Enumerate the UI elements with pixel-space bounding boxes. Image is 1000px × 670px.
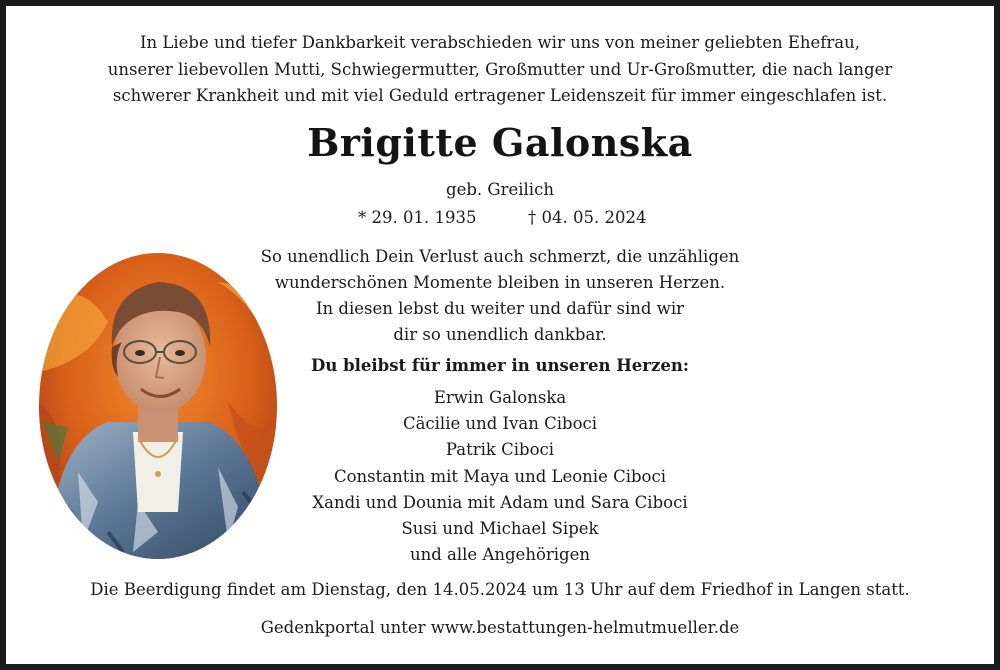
mourner: Patrik Ciboci	[445, 440, 555, 460]
poem-line: In diesen lebst du weiter und dafür sind wir	[316, 299, 684, 318]
poem-line: dir so unendlich dankbar.	[393, 325, 607, 344]
funeral-info: Die Beerdigung findet am Dienstag, den 14.05.2024 um 13 Uhr auf dem Friedhof in Langen statt.	[90, 580, 910, 599]
memorial-portal-text: Gedenkportal unter www.bestattungen-helmutmueller.de	[260, 618, 740, 637]
poem	[230, 244, 770, 348]
intro-text	[40, 30, 960, 110]
intro-line: In Liebe und tiefer Dankbarkeit verabschieden wir uns von meiner geliebten Ehefrau,	[140, 33, 860, 52]
mourner: Susi und Michael Sipek	[401, 519, 599, 539]
intro-line: unserer liebevollen Mutti, Schwiegermutter, Großmutter und Ur-Großmutter, die nach langer	[107, 59, 893, 79]
death-date: † 04. 05. 2024	[528, 208, 647, 227]
maiden-name: geb. Greilich	[446, 180, 554, 199]
poem-line: wunderschönen Momente bleiben in unseren Herzen.	[274, 273, 726, 292]
birth-date: * 29. 01. 1935	[358, 208, 477, 227]
poem-line: So unendlich Dein Verlust auch schmerzt, die unzähligen	[260, 247, 740, 266]
portrait-photo	[38, 252, 278, 560]
mourner: Erwin Galonska	[433, 388, 567, 407]
mourners-heading: Du bleibst für immer in unseren Herzen:	[311, 356, 689, 375]
mourner: Xandi und Dounia mit Adam und Sara Ciboci	[312, 492, 688, 512]
mourner: Cäcilie und Ivan Ciboci	[402, 414, 598, 434]
intro-line: schwerer Krankheit und mit viel Geduld ertragener Leidenszeit für immer eingeschlafen ist.	[112, 86, 888, 105]
mourners-list	[230, 385, 770, 568]
mourner: Constantin mit Maya und Leonie Ciboci	[333, 466, 666, 486]
deceased-name: Brigitte Galonska	[307, 120, 693, 165]
mourner: und alle Angehörigen	[409, 545, 590, 565]
